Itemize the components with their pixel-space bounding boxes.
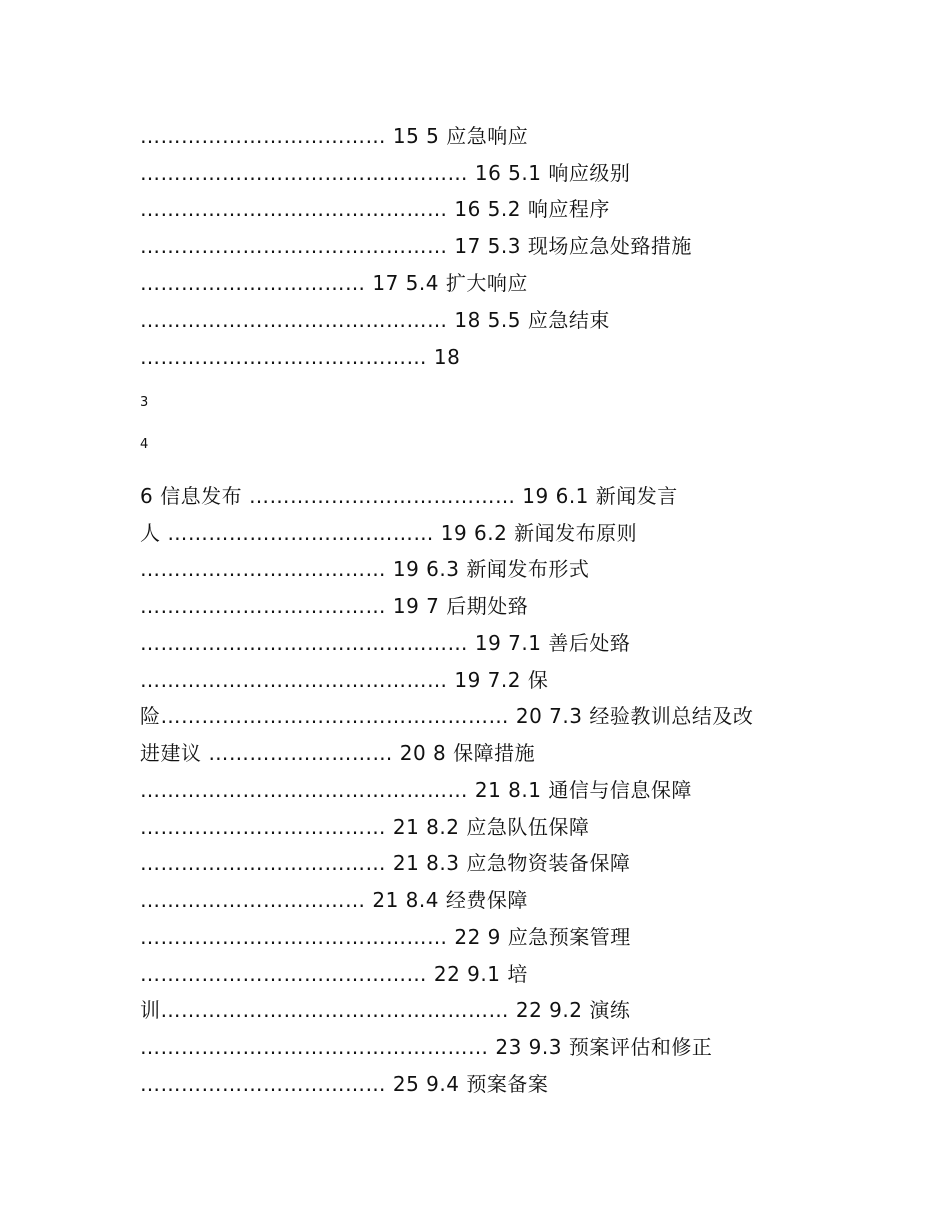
toc-line: …………………………… 21 8.4 经费保障 [140,888,528,912]
toc-line: ……………………………………… 18 5.5 应急结束 [140,308,610,332]
toc-line: 6 信息发布 ………………………………… 19 6.1 新闻发言 [140,484,678,508]
toc-line: ……………………………… 21 8.2 应急队伍保障 [140,815,590,839]
toc-line: ……………………………………… 19 7.2 保 [140,668,549,692]
toc-line: ………………………………………… 21 8.1 通信与信息保障 [140,778,692,802]
toc-line: …………………………………………… 23 9.3 预案评估和修正 [140,1035,713,1059]
toc-line: 训…………………………………………… 22 9.2 演练 [140,998,631,1022]
toc-line: …………………………… 17 5.4 扩大响应 [140,271,528,295]
toc-line: ………………………………………… 16 5.1 响应级别 [140,161,631,185]
toc-line: ………………………………………… 19 7.1 善后处臵 [140,631,631,655]
toc-line: ……………………………………… 22 9 应急预案管理 [140,925,631,949]
toc-line: ……………………………………… 17 5.3 现场应急处臵措施 [140,234,692,258]
toc-line: ……………………………… 19 6.3 新闻发布形式 [140,557,590,581]
toc-line: …………………………………… 18 [140,345,461,369]
toc-line: …………………………………… 22 9.1 培 [140,962,528,986]
toc-line: ……………………………… 25 9.4 预案备案 [140,1072,549,1096]
toc-line: ……………………………… 19 7 后期处臵 [140,594,529,618]
page-number: 3 [140,395,149,410]
toc-line: 险…………………………………………… 20 7.3 经验教训总结及改 [140,704,754,728]
toc-line: ……………………………… 15 5 应急响应 [140,124,529,148]
page-number: 4 [140,437,149,452]
toc-line: 进建议 ……………………… 20 8 保障措施 [140,741,536,765]
toc-line: ……………………………………… 16 5.2 响应程序 [140,197,610,221]
toc-line: 人 ………………………………… 19 6.2 新闻发布原则 [140,521,638,545]
toc-line: ……………………………… 21 8.3 应急物资装备保障 [140,851,631,875]
